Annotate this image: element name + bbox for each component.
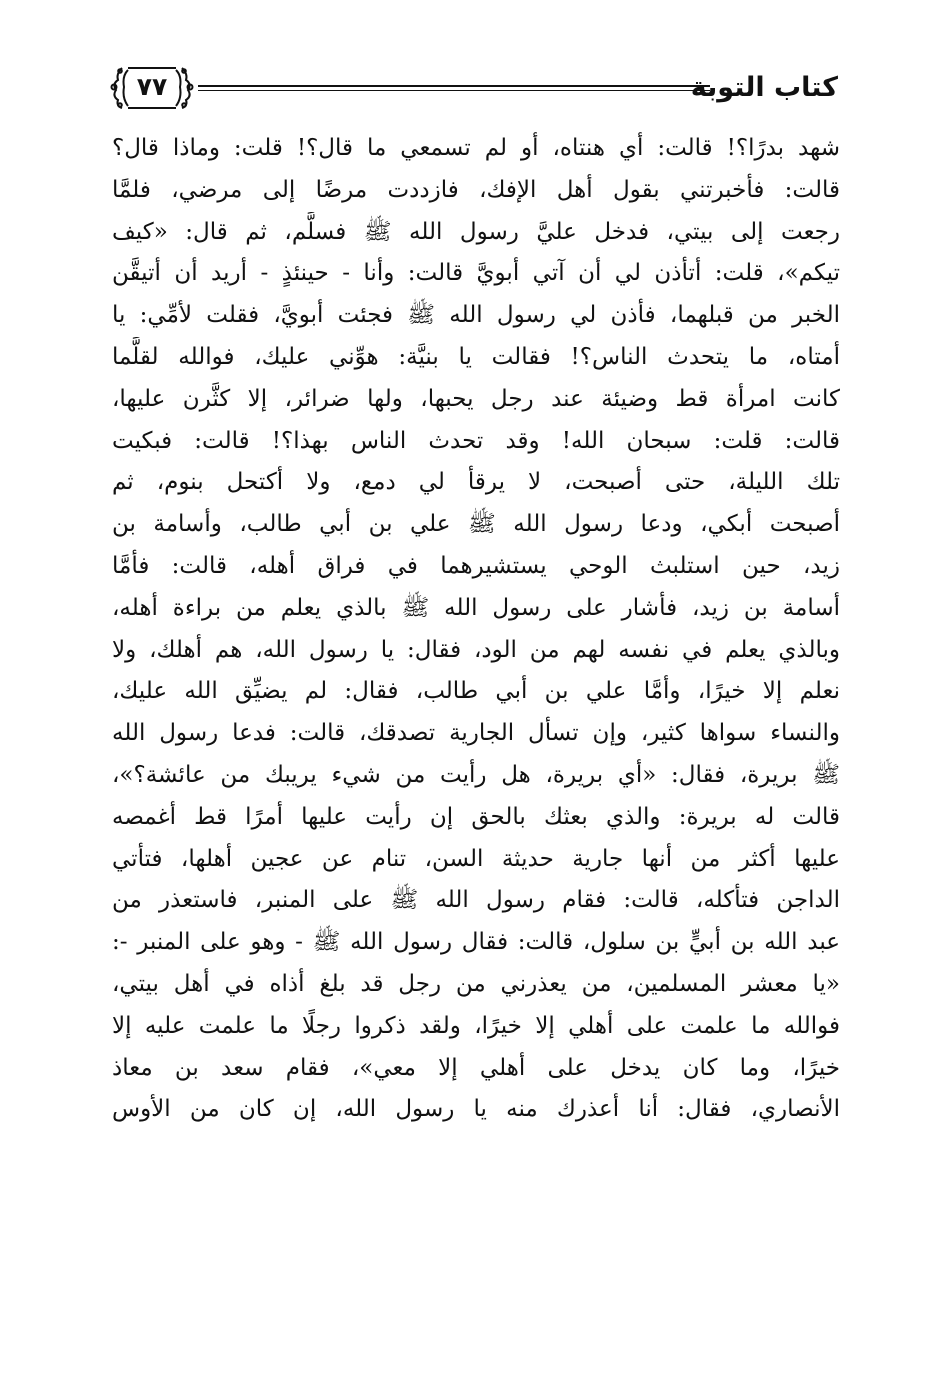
header-rule-thin (198, 90, 710, 91)
text-line: والنساء سواها كثير، وإن تسأل الجارية تصدقك، قالت: فدعا رسول الله (112, 720, 840, 747)
chapter-title: كتاب التوبة (690, 72, 838, 103)
body-text (112, 128, 840, 1308)
text-line: الخبر من قبلهما، فأذن لي رسول الله ﷺ فجئت أبويَّ، فقلت لأمِّي: يا (112, 302, 840, 329)
text-line: الداجن فتأكله، قالت: فقام رسول الله ﷺ على المنبر، فاستعذر من (112, 887, 840, 914)
text-line: أسامة بن زيد، فأشار على رسول الله ﷺ بالذي يعلم من براءة أهله، (112, 594, 840, 621)
text-line: ﷺ بريرة، فقال: «أي بريرة، هل رأيت من شيء يريبك من عائشة؟»، (112, 761, 840, 788)
page-header (108, 62, 838, 114)
page-number: ٧٧ (136, 72, 168, 101)
text-line: الأنصاري، فقال: أنا أعذرك منه يا رسول الله، إن كان من الأوس (112, 1096, 840, 1123)
text-line: كانت امرأة قط وضيئة عند رجل يحبها، ولها ضرائر، إلا كثَّرن عليها، (112, 385, 840, 412)
text-line: أصبحت أبكي، ودعا رسول الله ﷺ علي بن أبي طالب، وأسامة بن (112, 511, 840, 538)
text-line: تيكم»، قلت: أتأذن لي أن آتي أبويَّ قالت: وأنا - حينئذٍ - أريد أن أتيقَّن (112, 260, 840, 287)
text-line: تلك الليلة، حتى أصبحت، لا يرقأ لي دمع، ولا أكتحل بنوم، ثم (112, 469, 840, 496)
text-line: شهد بدرًا؟! قالت: أي هنتاه، أو لم تسمعي ما قال؟! قلت: وماذا قال؟ (112, 135, 840, 161)
text-line: قالت: قلت: سبحان الله! وقد تحدث الناس بهذا؟! قالت: فبكيت (112, 427, 840, 454)
text-line: رجعت إلى بيتي، فدخل عليَّ رسول الله ﷺ فسلَّم، ثم قال: «كيف (112, 218, 840, 245)
text-line: فوالله ما علمت على أهلي إلا خيرًا، ولقد ذكروا رجلًا ما علمت عليه إلا (112, 1012, 840, 1039)
text-line: عليها أكثر من أنها جارية حديثة السن، تنام عن عجين أهلها، فتأتي (112, 845, 840, 872)
header-rule (198, 85, 710, 87)
text-line: نعلم إلا خيرًا، وأمَّا علي بن أبي طالب، فقال: لم يضيِّق الله عليك، (112, 678, 840, 705)
text-line: خيرًا، وما كان يدخل على أهلي إلا معي»، فقام سعد بن معاذ (112, 1054, 840, 1081)
text-line: عبد الله بن أبيٍّ بن سلول، قالت: فقال رسول الله ﷺ - وهو على المنبر -: (112, 929, 840, 956)
text-line: زيد، حين استلبث الوحي يستشيرهما في فراق أهله، قالت: فأمَّا (112, 552, 840, 579)
text-line: قالت له بريرة: والذي بعثك بالحق إن رأيت عليها أمرًا قط أغمصه (112, 803, 840, 830)
text-line: أمتاه، ما يتحدث الناس؟! فقالت يا بنيَّة: هوِّني عليك، فوالله لقلَّما (112, 343, 840, 370)
text-line: «يا معشر المسلمين، من يعذرني من رجل قد بلغ أذاه في أهل بيتي، (112, 970, 840, 997)
page-number-ornament (108, 62, 196, 112)
text-line: وبالذي يعلم في نفسه لهم من الود، فقال: يا رسول الله، هم أهلك، ولا (112, 636, 840, 663)
text-line: قالت: فأخبرتني بقول أهل الإفك، فازددت مرضًا إلى مرضي، فلمَّا (112, 176, 840, 203)
